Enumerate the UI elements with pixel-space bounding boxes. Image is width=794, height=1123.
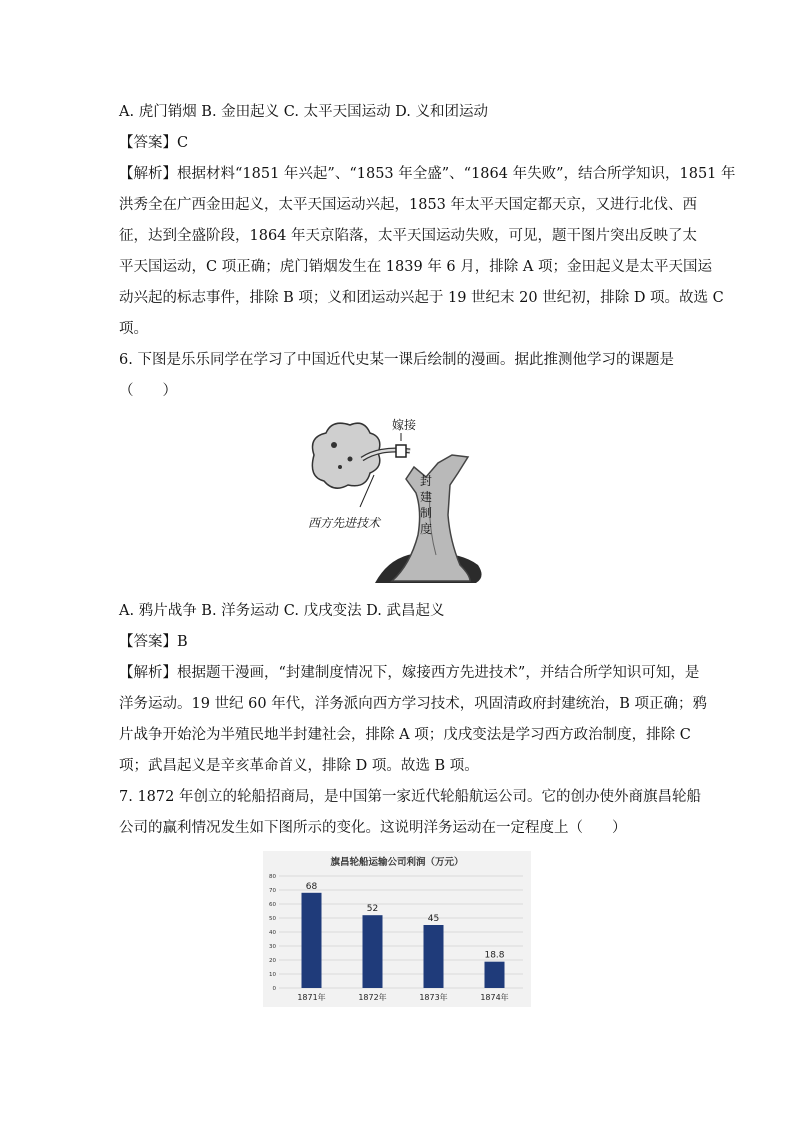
q5-analysis-line-4: 平天国运动，C 项正确；虎门销烟发生在 1839 年 6 月，排除 A 项；金田起义是太平天国运	[119, 259, 712, 275]
chart-category-label: 1873年	[419, 993, 448, 1002]
q6-analysis-line-1: 【解析】根据题干漫画，“封建制度情况下，嫁接西方先进技术”，并结合所学知识可知，是	[119, 665, 700, 681]
chart-ytick-label: 40	[269, 930, 276, 936]
chart-ytick-label: 60	[269, 902, 276, 908]
cartoon-trunk-char-3: 制	[420, 506, 433, 520]
q5-analysis-line-6: 项。	[119, 321, 148, 337]
q5-analysis-line-3: 征，达到全盛阶段，1864 年天京陷落，太平天国运动失败，可见，题干图片突出反映了太	[119, 228, 698, 244]
chart-bar	[302, 893, 322, 988]
cartoon-branch-label: 西方先进技术	[308, 516, 381, 530]
profit-chart	[263, 851, 531, 1007]
chart-ytick-label: 50	[269, 916, 276, 922]
q5-analysis-line-1: 【解析】根据材料“1851 年兴起”、“1853 年全盛”、“1864 年失败”，结合所学知识，1851 年	[119, 166, 736, 182]
grafting-cartoon	[300, 415, 500, 587]
q5-options: A. 虎门销烟 B. 金田起义 C. 太平天国运动 D. 义和团运动	[119, 104, 489, 120]
q5-analysis-line-5: 动兴起的标志事件，排除 B 项；义和团运动兴起于 19 世纪末 20 世纪初，排除 D 项。故选 C	[119, 290, 724, 306]
chart-ytick-label: 20	[269, 958, 276, 964]
q5-analysis-line-2: 洪秀全在广西金田起义，太平天国运动兴起，1853 年太平天国定都天京，又进行北伐、西	[119, 197, 698, 213]
chart-ytick-label: 10	[269, 972, 276, 978]
profit-chart-svg	[263, 851, 531, 1007]
chart-value-label: 52	[366, 904, 379, 915]
cartoon-trunk-char-2: 建	[420, 490, 433, 504]
chart-category-label: 1872年	[358, 993, 387, 1002]
q6-stem-line-2: （ ）	[119, 383, 177, 399]
chart-value-label: 68	[305, 881, 318, 892]
chart-bar	[424, 925, 444, 988]
cartoon-trunk-char-1: 封	[420, 474, 433, 488]
q6-analysis-line-4: 项；武昌起义是辛亥革命首义，排除 D 项。故选 B 项。	[119, 758, 479, 774]
chart-bar	[363, 915, 383, 988]
q6-analysis-line-2: 洋务运动。19 世纪 60 年代，洋务派向西方学习技术，巩固清政府封建统治，B 项正确；鸦	[119, 696, 707, 712]
q6-analysis-line-3: 片战争开始沦为半殖民地半封建社会，排除 A 项；戊戌变法是学习西方政治制度，排除 C	[119, 727, 691, 743]
chart-category-label: 1874年	[480, 993, 509, 1002]
chart-bar	[485, 962, 505, 988]
q6-stem-line-1: 6. 下图是乐乐同学在学习了中国近代史某一课后绘制的漫画。据此推测他学习的课题是	[119, 352, 674, 368]
q5-answer: 【答案】C	[119, 135, 189, 151]
cartoon-graft-wrap	[396, 445, 406, 457]
chart-ytick-label: 70	[269, 888, 276, 894]
cartoon-trunk-char-4: 度	[420, 522, 433, 536]
chart-category-label: 1871年	[297, 993, 326, 1002]
chart-value-label: 18.8	[484, 950, 505, 961]
chart-ytick-label: 80	[269, 874, 276, 880]
chart-ytick-label: 0	[272, 986, 276, 992]
cartoon-graft-label: 嫁接	[392, 418, 417, 432]
q6-options: A. 鸦片战争 B. 洋务运动 C. 戊戌变法 D. 武昌起义	[119, 603, 445, 619]
q7-stem-line-2: 公司的赢利情况发生如下图所示的变化。这说明洋务运动在一定程度上（ ）	[119, 820, 627, 836]
chart-ytick-label: 30	[269, 944, 276, 950]
chart-value-label: 45	[427, 914, 440, 924]
q6-answer: 【答案】B	[119, 634, 188, 650]
chart-title: 旗昌轮船运输公司利润（万元）	[330, 857, 464, 868]
q7-stem-line-1: 7. 1872 年创立的轮船招商局，是中国第一家近代轮船航运公司。它的创办使外商旗昌轮船	[119, 789, 701, 805]
